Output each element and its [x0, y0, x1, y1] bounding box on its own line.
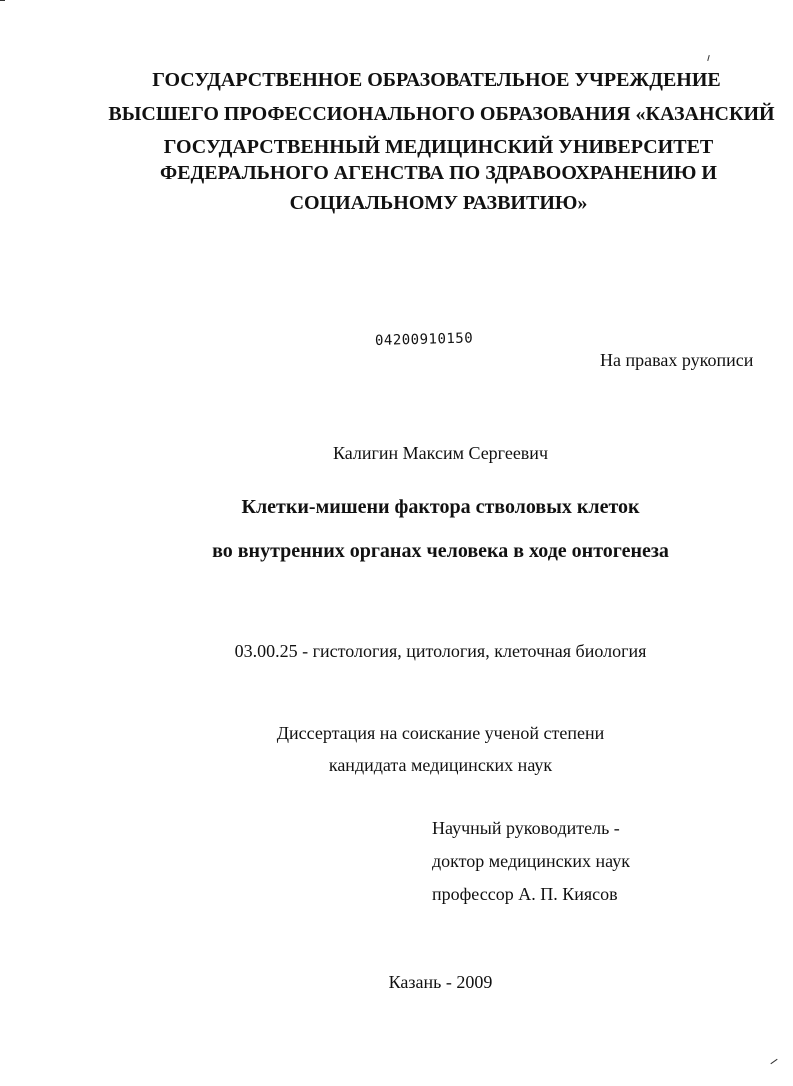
institution-line: ГОСУДАРСТВЕННОЕ ОБРАЗОВАТЕЛЬНОЕ УЧРЕЖДЕНИЕ: [152, 69, 721, 91]
institution-line: ГОСУДАРСТВЕННЫЙ МЕДИЦИНСКИЙ УНИВЕРСИТЕТ: [163, 136, 714, 158]
rights-note: На правах рукописи: [600, 350, 754, 370]
degree-line: кандидата медицинских наук: [328, 755, 553, 775]
registration-stamp-number: 04200910150: [374, 330, 474, 349]
scan-mark: [770, 1059, 777, 1064]
supervisor-line: профессор А. П. Киясов: [432, 884, 618, 904]
supervisor-line: доктор медицинских наук: [432, 851, 630, 871]
institution-line: ВЫСШЕГО ПРОФЕССИОНАЛЬНОГО ОБРАЗОВАНИЯ «КАЗАНСКИЙ: [108, 103, 775, 125]
scan-mark: [0, 0, 5, 1]
specialty-code: 03.00.25 - гистология, цитология, клеточная биология: [234, 641, 647, 661]
dissertation-title-line: Клетки-мишени фактора стволовых клеток: [241, 496, 640, 518]
scan-mark: [707, 55, 710, 61]
supervisor-line: Научный руководитель -: [432, 818, 620, 838]
city-year: Казань - 2009: [388, 972, 493, 992]
degree-line: Диссертация на соискание ученой степени: [276, 723, 605, 743]
institution-line: ФЕДЕРАЛЬНОГО АГЕНСТВА ПО ЗДРАВООХРАНЕНИЮ И: [160, 162, 717, 184]
author-name: Калигин Максим Сергеевич: [332, 443, 548, 463]
institution-line: СОЦИАЛЬНОМУ РАЗВИТИЮ»: [289, 192, 588, 214]
dissertation-title-line: во внутренних органах человека в ходе онтогенеза: [212, 540, 669, 562]
